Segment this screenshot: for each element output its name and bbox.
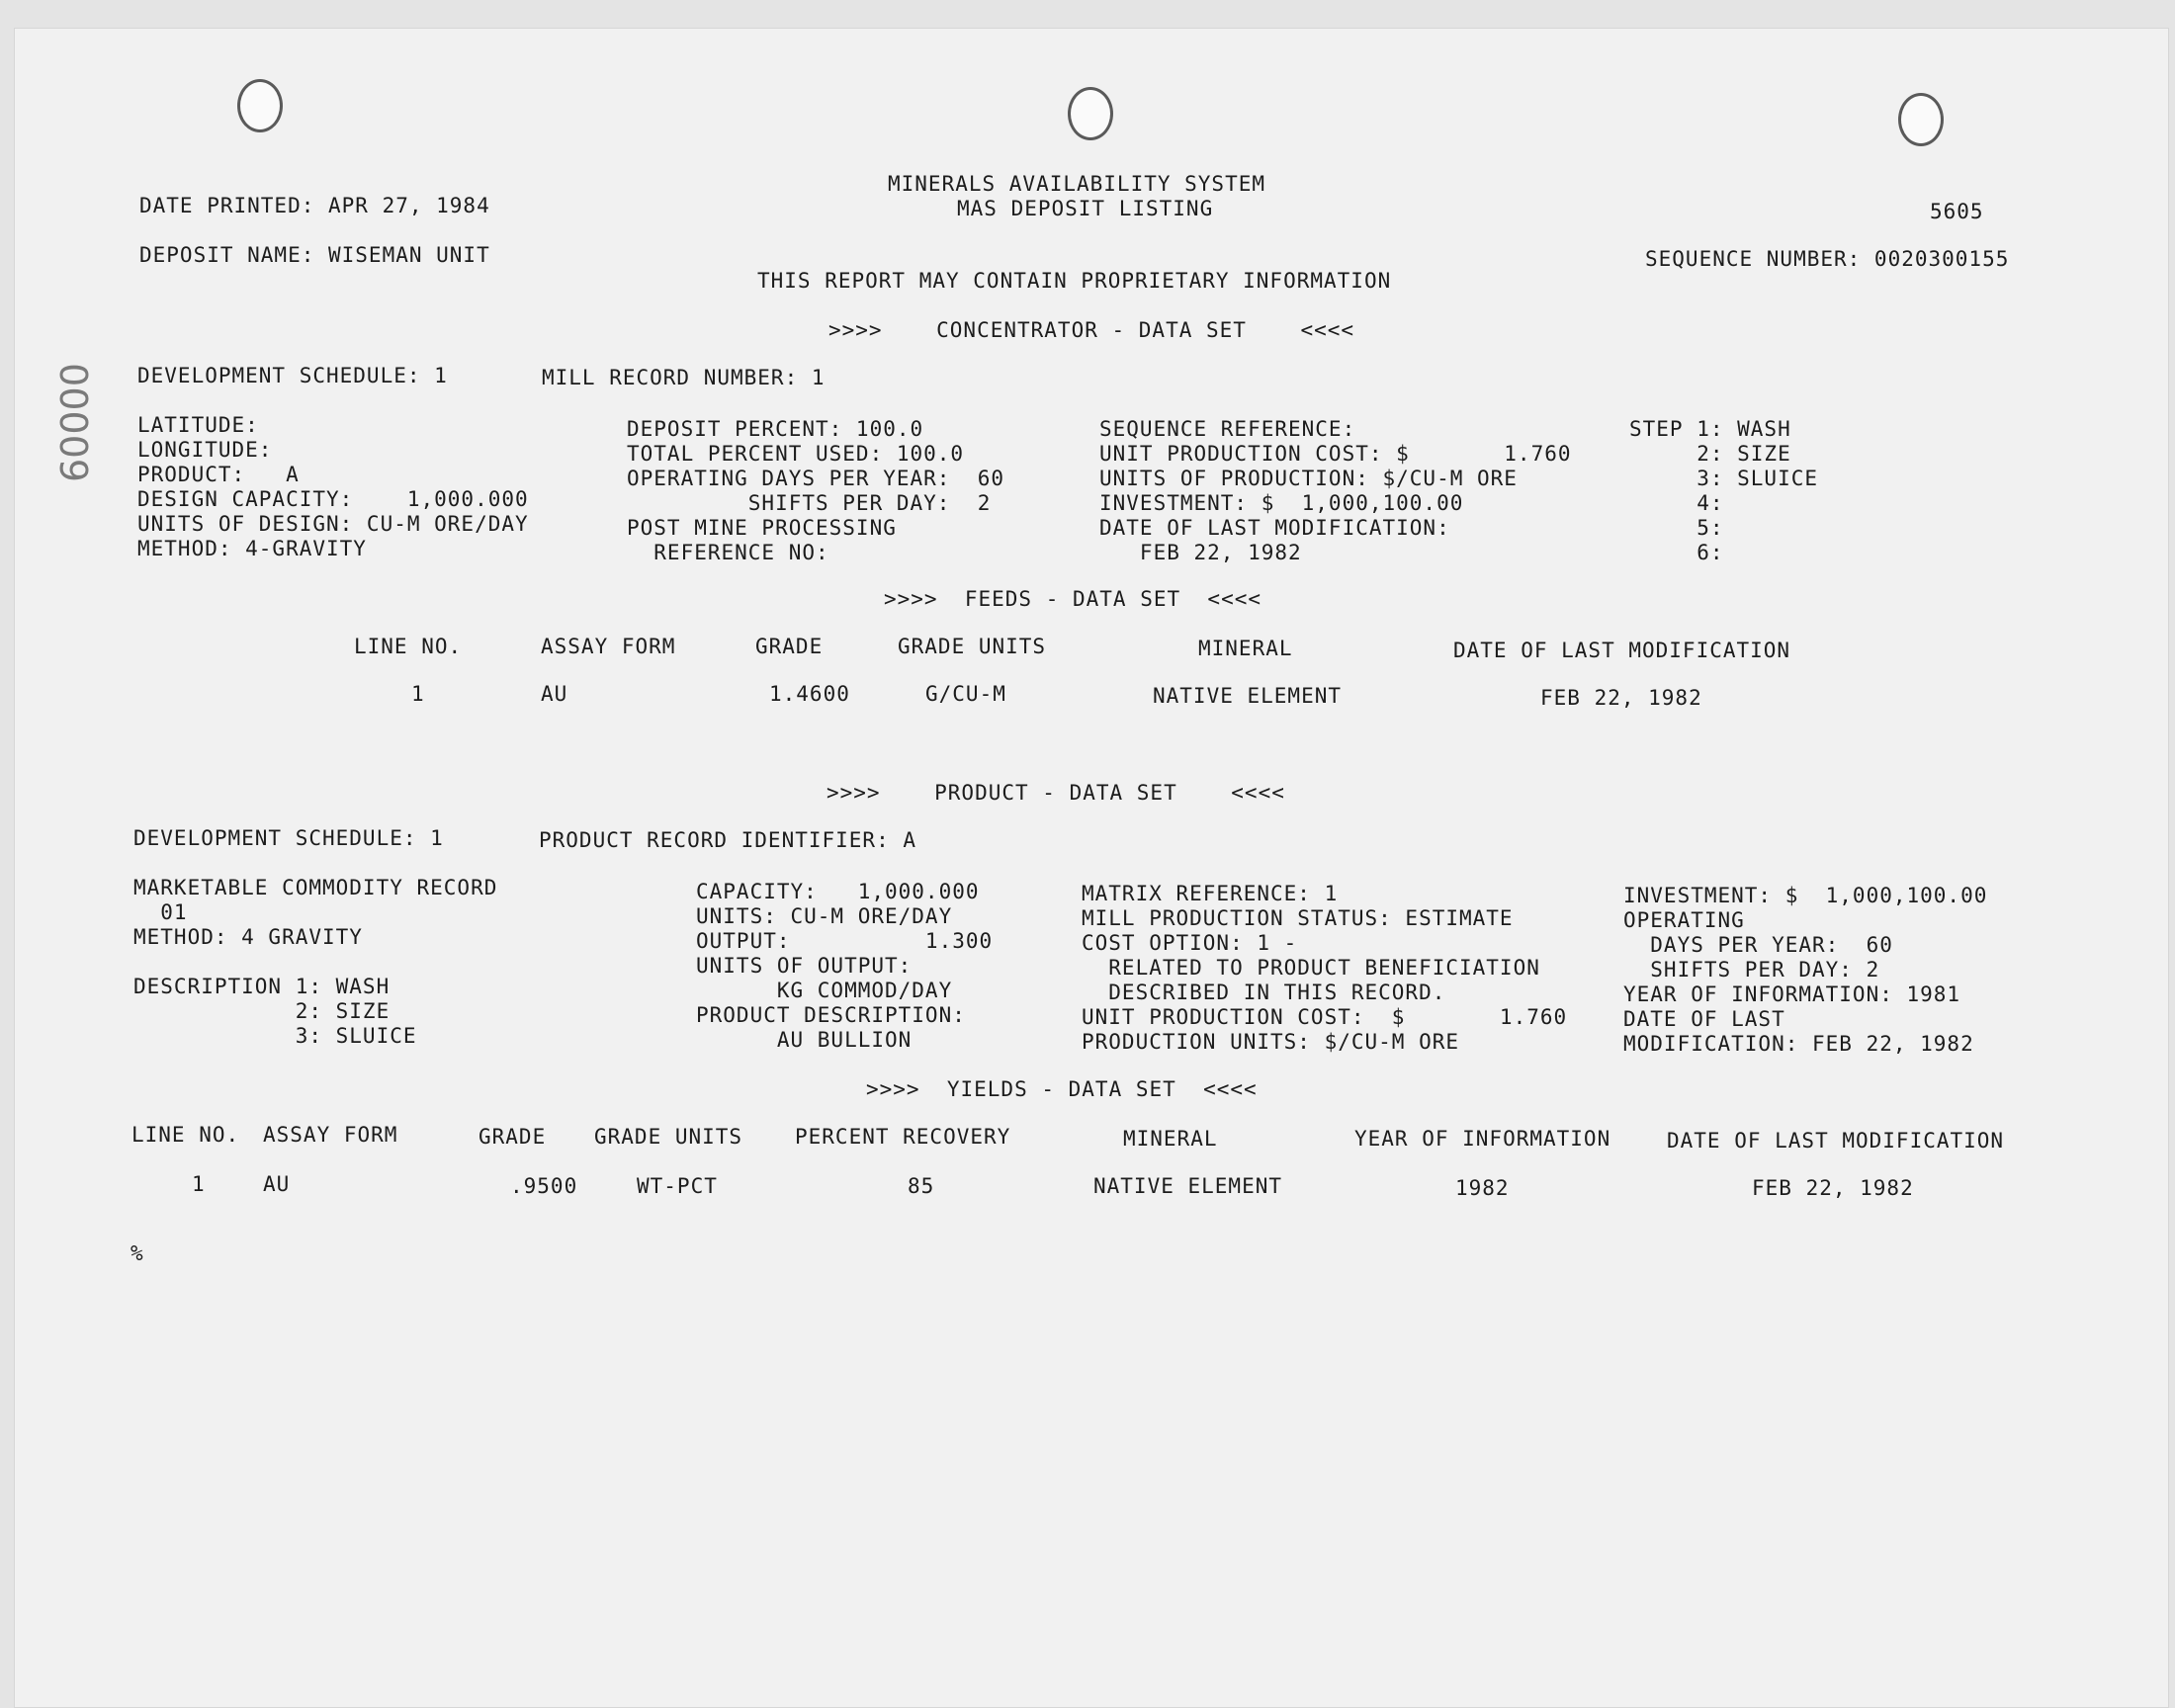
prod-col1-line: 01 — [133, 900, 188, 924]
prod-col1-line: METHOD: 4 GRAVITY — [133, 925, 363, 949]
prod-col1-line: DESCRIPTION 1: WASH — [133, 975, 391, 998]
footer-mark: % — [130, 1241, 144, 1265]
conc-col1-line: LATITUDE: — [137, 413, 259, 437]
yields-header-grade-units: GRADE UNITS — [594, 1125, 743, 1149]
conc-col2-line: DEPOSIT PERCENT: 100.0 — [627, 417, 924, 441]
conc-col3-line: INVESTMENT: $ 1,000,100.00 — [1099, 491, 1464, 515]
feeds-cell-assay-form: AU — [541, 682, 568, 706]
conc-col1-line: LONGITUDE: — [137, 438, 273, 462]
date-printed: DATE PRINTED: APR 27, 1984 — [139, 194, 490, 217]
prod-col2-line: UNITS OF OUTPUT: — [696, 954, 913, 978]
feeds-header-grade: GRADE — [755, 635, 824, 658]
prod-col4-line: MODIFICATION: FEB 22, 1982 — [1623, 1032, 1974, 1056]
yields-heading: >>>> YIELDS - DATA SET <<<< — [866, 1077, 1258, 1101]
feeds-cell-grade-units: G/CU-M — [925, 682, 1006, 706]
product-heading: >>>> PRODUCT - DATA SET <<<< — [826, 781, 1285, 805]
yields-cell-mineral: NATIVE ELEMENT — [1093, 1174, 1283, 1198]
feeds-header-grade-units: GRADE UNITS — [898, 635, 1047, 658]
feeds-header-mineral: MINERAL — [1198, 637, 1293, 660]
feeds-cell-date: FEB 22, 1982 — [1540, 686, 1702, 710]
conc-step-line: 5: — [1629, 516, 1724, 540]
punch-hole-left — [237, 79, 283, 132]
prod-col4-line: INVESTMENT: $ 1,000,100.00 — [1623, 884, 1988, 907]
conc-col1-line: DESIGN CAPACITY: 1,000.000 — [137, 487, 529, 511]
proprietary-notice: THIS REPORT MAY CONTAIN PROPRIETARY INFORMATION — [757, 269, 1392, 293]
prod-col3-line: UNIT PRODUCTION COST: $ 1.760 — [1082, 1005, 1568, 1029]
handwritten-margin-number: 60000 — [53, 363, 97, 482]
system-title: MINERALS AVAILABILITY SYSTEM — [888, 172, 1266, 196]
feeds-cell-grade: 1.4600 — [769, 682, 850, 706]
yields-cell-grade-units: WT-PCT — [637, 1174, 718, 1198]
concentrator-dev-schedule: DEVELOPMENT SCHEDULE: 1 — [137, 364, 448, 387]
feeds-header-line-no: LINE NO. — [354, 635, 463, 658]
conc-step-line: 2: SIZE — [1629, 442, 1791, 466]
prod-col3-line: MILL PRODUCTION STATUS: ESTIMATE — [1082, 906, 1514, 930]
conc-step-line: STEP 1: WASH — [1629, 417, 1791, 441]
prod-col2-line: PRODUCT DESCRIPTION: — [696, 1003, 966, 1027]
yields-header-year: YEAR OF INFORMATION — [1354, 1127, 1611, 1151]
prod-col4-line: YEAR OF INFORMATION: 1981 — [1623, 982, 1961, 1006]
conc-col3-line: DATE OF LAST MODIFICATION: — [1099, 516, 1450, 540]
prod-col3-line: PRODUCTION UNITS: $/CU-M ORE — [1082, 1030, 1460, 1054]
conc-col3-line: UNIT PRODUCTION COST: $ 1.760 — [1099, 442, 1572, 466]
prod-col3-line: COST OPTION: 1 - — [1082, 931, 1298, 955]
prod-col2-line: OUTPUT: 1.300 — [696, 929, 994, 953]
conc-col3-line: SEQUENCE REFERENCE: — [1099, 417, 1356, 441]
conc-step-line: 6: — [1629, 541, 1724, 564]
yields-header-assay-form: ASSAY FORM — [263, 1123, 398, 1147]
yields-cell-assay-form: AU — [263, 1172, 291, 1196]
prod-col4-line: DAYS PER YEAR: 60 — [1623, 933, 1893, 957]
yields-header-date: DATE OF LAST MODIFICATION — [1667, 1129, 2005, 1153]
prod-col2-line: AU BULLION — [696, 1028, 913, 1052]
prod-col4-line: DATE OF LAST — [1623, 1007, 1785, 1031]
yields-header-line-no: LINE NO. — [131, 1123, 240, 1147]
yields-cell-year: 1982 — [1455, 1176, 1510, 1200]
conc-col3-line: UNITS OF PRODUCTION: $/CU-M ORE — [1099, 467, 1518, 490]
conc-col3-line: FEB 22, 1982 — [1099, 541, 1302, 564]
prod-col2-line: KG COMMOD/DAY — [696, 979, 953, 1002]
yields-header-percent-recovery: PERCENT RECOVERY — [795, 1125, 1011, 1149]
page-number: 5605 — [1930, 200, 1984, 223]
yields-cell-percent-recovery: 85 — [908, 1174, 935, 1198]
feeds-cell-line-no: 1 — [411, 682, 425, 706]
prod-col4-line: SHIFTS PER DAY: 2 — [1623, 958, 1880, 982]
prod-col4-line: OPERATING — [1623, 908, 1745, 932]
conc-step-line: 3: SLUICE — [1629, 467, 1819, 490]
yields-header-mineral: MINERAL — [1123, 1127, 1218, 1151]
prod-col1-line: 2: SIZE — [133, 999, 391, 1023]
prod-col3-line: DESCRIBED IN THIS RECORD. — [1082, 981, 1446, 1004]
deposit-name: DEPOSIT NAME: WISEMAN UNIT — [139, 243, 490, 267]
product-record-identifier: PRODUCT RECORD IDENTIFIER: A — [539, 828, 917, 852]
conc-col1-line: METHOD: 4-GRAVITY — [137, 537, 367, 560]
product-dev-schedule: DEVELOPMENT SCHEDULE: 1 — [133, 826, 444, 850]
yields-cell-date: FEB 22, 1982 — [1752, 1176, 1914, 1200]
sequence-number: SEQUENCE NUMBER: 0020300155 — [1645, 247, 2010, 271]
mill-record-number: MILL RECORD NUMBER: 1 — [542, 366, 826, 389]
punch-hole-right — [1898, 93, 1944, 146]
prod-col3-line: RELATED TO PRODUCT BENEFICIATION — [1082, 956, 1540, 980]
conc-col2-line: POST MINE PROCESSING — [627, 516, 897, 540]
concentrator-heading: >>>> CONCENTRATOR - DATA SET <<<< — [828, 318, 1355, 342]
conc-col2-line: OPERATING DAYS PER YEAR: 60 — [627, 467, 1005, 490]
feeds-header-assay-form: ASSAY FORM — [541, 635, 676, 658]
punch-hole-center — [1068, 87, 1113, 140]
listing-title: MAS DEPOSIT LISTING — [957, 197, 1214, 220]
feeds-heading: >>>> FEEDS - DATA SET <<<< — [884, 587, 1262, 611]
yields-cell-line-no: 1 — [192, 1172, 206, 1196]
yields-cell-grade: .9500 — [510, 1174, 578, 1198]
document-page — [14, 28, 2169, 1708]
feeds-cell-mineral: NATIVE ELEMENT — [1153, 684, 1343, 708]
conc-col1-line: PRODUCT: A — [137, 463, 300, 486]
feeds-header-date: DATE OF LAST MODIFICATION — [1453, 639, 1791, 662]
conc-col2-line: REFERENCE NO: — [627, 541, 829, 564]
prod-col1-line: MARKETABLE COMMODITY RECORD — [133, 876, 498, 899]
conc-step-line: 4: — [1629, 491, 1724, 515]
conc-col2-line: TOTAL PERCENT USED: 100.0 — [627, 442, 965, 466]
conc-col2-line: SHIFTS PER DAY: 2 — [627, 491, 992, 515]
yields-header-grade: GRADE — [478, 1125, 547, 1149]
conc-col1-line: UNITS OF DESIGN: CU-M ORE/DAY — [137, 512, 529, 536]
prod-col1-line: 3: SLUICE — [133, 1024, 417, 1048]
prod-col3-line: MATRIX REFERENCE: 1 — [1082, 882, 1339, 905]
prod-col2-line: UNITS: CU-M ORE/DAY — [696, 904, 953, 928]
prod-col2-line: CAPACITY: 1,000.000 — [696, 880, 980, 903]
